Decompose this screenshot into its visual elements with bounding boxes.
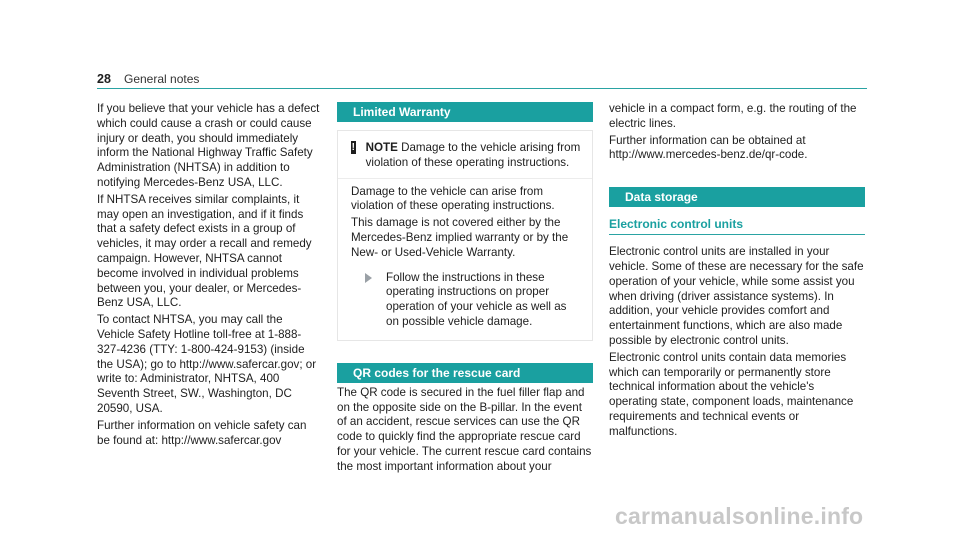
step-text: Follow the instructions in these operating instructions on proper operation of your vehicle as well as on possible vehicle damage. (386, 270, 567, 328)
note-body: Damage to the vehicle arising from violation of these operating instructions. (365, 141, 581, 169)
subheading-electronic-control-units: Electronic control units (609, 217, 744, 232)
subheading-divider (609, 234, 865, 235)
running-title: General notes (124, 72, 200, 86)
paragraph-ecu-memories: Electronic control units contain data memories which can temporarily or permanently store technical information about the vehicle's operating state, component loads, maintenance requirements and technical events or malfunctions. (609, 350, 854, 438)
paragraph-compact-form: vehicle in a compact form, e.g. the routing of the electric lines. (609, 102, 857, 130)
paragraph-contact: To contact NHTSA, you may call the Vehicle Safety Hotline toll-free at 1-888-327-4236 (TTY: 1-800-424-9153) (inside the USA); go to http://www.safercar.gov; or write to: Administrator, NHTSA, 400 Seventh Street, SW., Washington, DC 20590, USA. (97, 313, 317, 415)
paragraph-further-info: Further information on vehicle safety can be found at: http://www.safercar.gov (97, 418, 307, 447)
column-middle (337, 102, 593, 475)
warning-icon: ! (351, 142, 355, 153)
watermark: carmanualsonline.info (615, 503, 864, 529)
note-paragraph-damage: Damage to the vehicle can arise from violation of these operating instructions. (351, 184, 555, 213)
instruction-step (351, 271, 582, 330)
note-header (351, 141, 582, 171)
section-heading-qr-codes: QR codes for the rescue card (337, 363, 593, 383)
paragraph-investigation: If NHTSA receives similar complaints, it may open an investigation, and if it finds that a safety defect exists in a group of vehicles, it may order a recall and remedy campaign. However, NHTSA cannot become involved in individual problems between you, your dealer, or Mercedes-Benz USA, LLC. (97, 192, 312, 310)
section-heading-data-storage: Data storage (609, 187, 865, 207)
note-text (366, 141, 582, 171)
paragraph-qr-code: The QR code is secured in the fuel filler flap and on the opposite side on the B-pillar. In the event of an accident, rescue services can use the QR code to quickly find the appropriate rescue card for your vehicle. The current rescue card contains the most important information about your (337, 385, 592, 473)
step-arrow-icon (365, 273, 372, 283)
paragraph-qr-link: Further information can be obtained at http://www.mercedes-benz.de/qr-code. (609, 133, 808, 162)
column-right (609, 102, 865, 440)
subheading-block (609, 217, 865, 235)
paragraph-defect: If you believe that your vehicle has a defect which could cause a crash or could cause injury or death, you should immediately inform the National Highway Traffic Safety Administration (NHTSA) in addition to notifying Mercedes-Benz USA, LLC. (97, 102, 320, 189)
paragraph-ecu-installed: Electronic control units are installed in your vehicle. Some of these are necessary for the safe operation of your vehicle, while some assist you when driving (driver assistance systems). In addition, your vehicle provides comfort and entertainment functions, which are also made possible by electronic control units. (609, 245, 864, 347)
note-label: NOTE (365, 141, 398, 154)
section-heading-limited-warranty: Limited Warranty (337, 102, 593, 122)
page-number: 28 (97, 72, 111, 86)
column-left (97, 102, 322, 448)
note-paragraph-warranty: This damage is not covered either by the Mercedes-Benz implied warranty or by the New- or Used-Vehicle Warranty. (351, 216, 569, 259)
note-box (337, 130, 593, 341)
header-divider (97, 88, 867, 89)
